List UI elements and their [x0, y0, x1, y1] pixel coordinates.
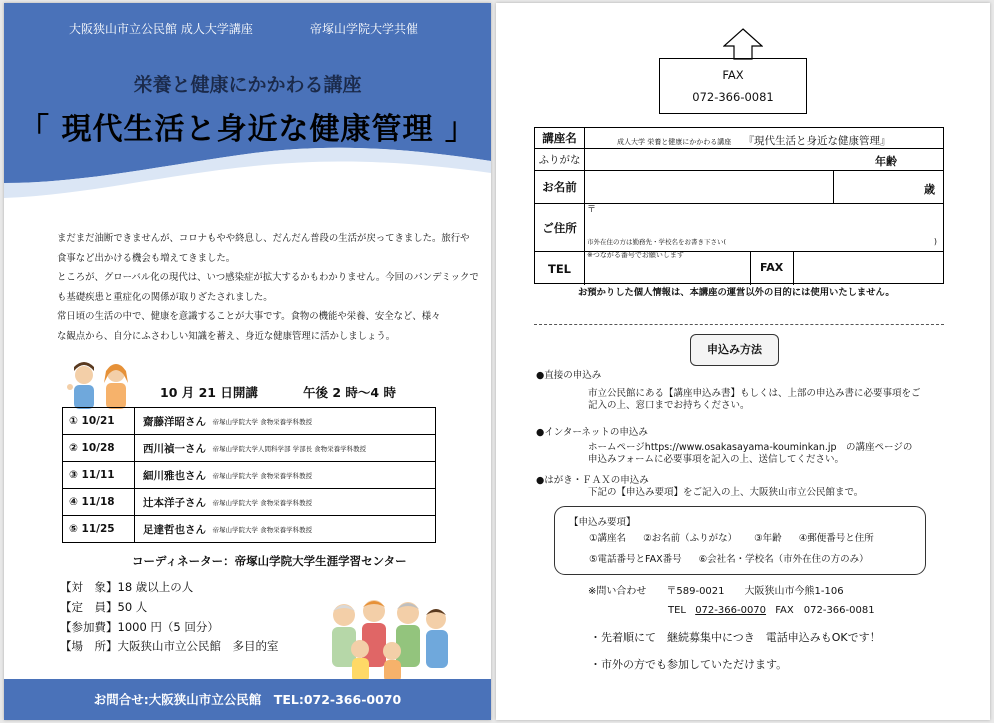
form-row-tel[interactable] [535, 252, 943, 285]
intro-line: 常日頃の生活の中で、健康を意識することが大事です。食物の機能や栄養、安全など、様々 [57, 311, 441, 323]
requirements-line [589, 551, 883, 565]
table-row [63, 435, 436, 462]
application-form [534, 127, 944, 284]
lecturer-name: 辻本洋子さん [135, 489, 211, 516]
tel-label: TEL [535, 252, 585, 285]
fax-box-label: FAX [722, 68, 744, 82]
flyer-subtitle: 栄養と健康にかかわる講座 [133, 74, 362, 96]
address-note: 市外在住の方は勤務先・学校名をお書き下さい( [587, 238, 727, 246]
intro-line: ところが、グローバル化の現代は、いつ感染症が拡大するかもわかりません。今回のパンデミックで [57, 272, 479, 284]
table-row [63, 462, 436, 489]
requirement-item: ②お名前（ふりがな） [643, 533, 738, 544]
hero-banner [4, 3, 491, 198]
furigana-label: ふりがな [535, 149, 585, 170]
table-row [63, 516, 436, 543]
lecturer-affiliation: 帝塚山学院大学 食物栄養学科教授 [211, 489, 436, 516]
tel-label: TEL [668, 605, 686, 616]
detail-target: 【対 象】18 歳以上の人 [60, 580, 194, 594]
lecturer-affiliation: 帝塚山学院大学人間科学部 学部長 食物栄養学科教授 [211, 435, 436, 462]
session-date: ⑤ 11/25 [63, 516, 135, 543]
internet-heading: ●インターネットの申込み [536, 427, 648, 438]
table-row [63, 408, 436, 435]
intro-line: も基礎疾患と重症化の関係が取りざたされました。 [57, 291, 273, 303]
detail-fee: 【参加費】1000 円（5 回分） [60, 619, 219, 634]
contact-footer: お問合せ:大阪狭山市立公民館 TEL:072-366-0070 [4, 679, 491, 720]
tel-note: ※つながる番号でお願いします [587, 251, 684, 259]
fax-divider [793, 252, 794, 285]
inquiry-address: ※問い合わせ 〒589-0021 大阪狭山市今熊1-106 [588, 586, 844, 597]
requirement-item: ③年齢 [754, 533, 782, 544]
flyer-title: 「 現代生活と身近な健康管理 」 [19, 112, 476, 147]
course-name: 成人大学 栄養と健康にかかわる講座 [617, 138, 732, 146]
form-row-furigana[interactable] [535, 149, 943, 171]
lecturer-name: 細川雅也さん [135, 462, 211, 489]
postal-mark: 〒 [587, 205, 597, 215]
address-label: ご住所 [535, 204, 585, 251]
direct-line: 市立公民館にある【講座申込み書】もしくは、上部の申込み書に必要事項をご [588, 388, 921, 399]
flyer-page [4, 3, 491, 720]
family-illustration-icon [62, 357, 142, 413]
form-row-course [535, 128, 943, 149]
intro-line: まだまだ油断できませんが、コロナもやや終息し、だんだん普段の生活が戻ってきました。旅行や [57, 233, 470, 244]
fax-box [659, 58, 807, 114]
address-paren: ) [933, 237, 937, 246]
lecturer-affiliation: 帝塚山学院大学 食物栄養学科教授 [211, 516, 436, 543]
course-value [617, 133, 890, 148]
form-row-name[interactable] [535, 171, 943, 204]
age-divider [833, 171, 834, 203]
application-method-button: 申込み方法 [690, 334, 779, 366]
requirement-item: ④郵便番号と住所 [798, 533, 874, 544]
cosponsor-text: 帝塚山学院大学共催 [310, 22, 419, 36]
schedule-table [62, 407, 436, 543]
intro-line: な観点から、自分にふさわしい知識を蓄え、身近な健康管理に活かしましょう。 [57, 330, 396, 342]
fax-label: FAX [760, 261, 784, 274]
course-details [60, 578, 279, 657]
detail-capacity: 【定 員】50 人 [60, 599, 148, 614]
tel-divider [750, 252, 751, 285]
requirement-item: ⑤電話番号とFAX番号 [589, 554, 682, 565]
lecturer-affiliation: 帝塚山学院大学 食物栄養学科教授 [211, 408, 436, 435]
direct-body [588, 388, 921, 411]
internet-line[interactable]: ホームページhttps://www.osakasayama-kouminkan.jp の講座ページの [588, 442, 913, 453]
session-date: ② 10/28 [63, 435, 135, 462]
internet-body [588, 442, 912, 465]
session-date: ① 10/21 [63, 408, 135, 435]
direct-heading: ●直接の申込み [536, 370, 602, 381]
table-row [63, 489, 436, 516]
lecturer-name: 齋藤洋昭さん [135, 408, 211, 435]
organizer-text: 大阪狭山市立公民館 成人大学講座 [69, 22, 253, 36]
application-page [496, 3, 990, 720]
name-label: お名前 [535, 171, 585, 203]
session-date: ③ 11/11 [63, 462, 135, 489]
requirement-item: ⑥会社名・学校名（市外在住の方のみ） [698, 554, 869, 565]
age-unit: 歳 [924, 183, 935, 196]
coordinator-text: コーディネーター：帝塚山学院大学生涯学習センター [132, 554, 407, 568]
lecturer-name: 西川禎一さん [135, 435, 211, 462]
direct-line: 記入の上、窓口までお持ちください。 [588, 399, 750, 411]
form-row-address[interactable] [535, 204, 943, 252]
cut-line [534, 324, 944, 325]
intro-text [57, 229, 477, 347]
course-title: 『現代生活と身近な健康管理』 [743, 135, 891, 147]
group-illustration-icon [316, 593, 456, 685]
fax-box-number: 072-366-0081 [692, 90, 774, 104]
requirements-line [589, 530, 888, 544]
course-label: 講座名 [535, 128, 585, 148]
session-date: ④ 11/18 [63, 489, 135, 516]
inquiry-phone [668, 601, 875, 616]
detail-venue: 【場 所】大阪狭山市立公民館 多目的室 [60, 639, 279, 654]
arrow-up-icon [723, 28, 763, 60]
lecturer-name: 足達哲也さん [135, 516, 211, 543]
requirements-title: 【申込み要項】 [569, 517, 636, 528]
requirements-box [554, 506, 926, 575]
start-date: 10 月 21 日開講 [160, 385, 258, 400]
post-fax-body: 下記の【申込み要項】をご記入の上、大阪狭山市立公民館まで。 [588, 487, 864, 498]
post-fax-heading: ●はがき・ＦＡＸの申込み [536, 475, 649, 486]
requirement-item: ①講座名 [589, 533, 627, 544]
note-non-residents: ・市外の方でも参加していただけます。 [590, 658, 788, 671]
course-time: 午後 2 時～4 時 [303, 385, 396, 400]
fax-number: FAX 072-366-0081 [775, 605, 875, 616]
tel-number-link[interactable]: 072-366-0070 [695, 605, 767, 616]
internet-line: 申込みフォームに必要事項を記入の上、送信してください。 [588, 453, 845, 465]
lecturer-affiliation: 帝塚山学院大学 食物栄養学科教授 [211, 462, 436, 489]
privacy-note: お預かりした個人情報は、本講座の運営以外の目的には使用いたしません。 [578, 287, 895, 298]
intro-line: 食事など出かける機会も増えてきました。 [57, 252, 236, 264]
age-label: 年齢 [875, 155, 897, 168]
note-first-come: ・先着順にて 継続募集中につき 電話申込みもOKです！ [590, 631, 881, 644]
